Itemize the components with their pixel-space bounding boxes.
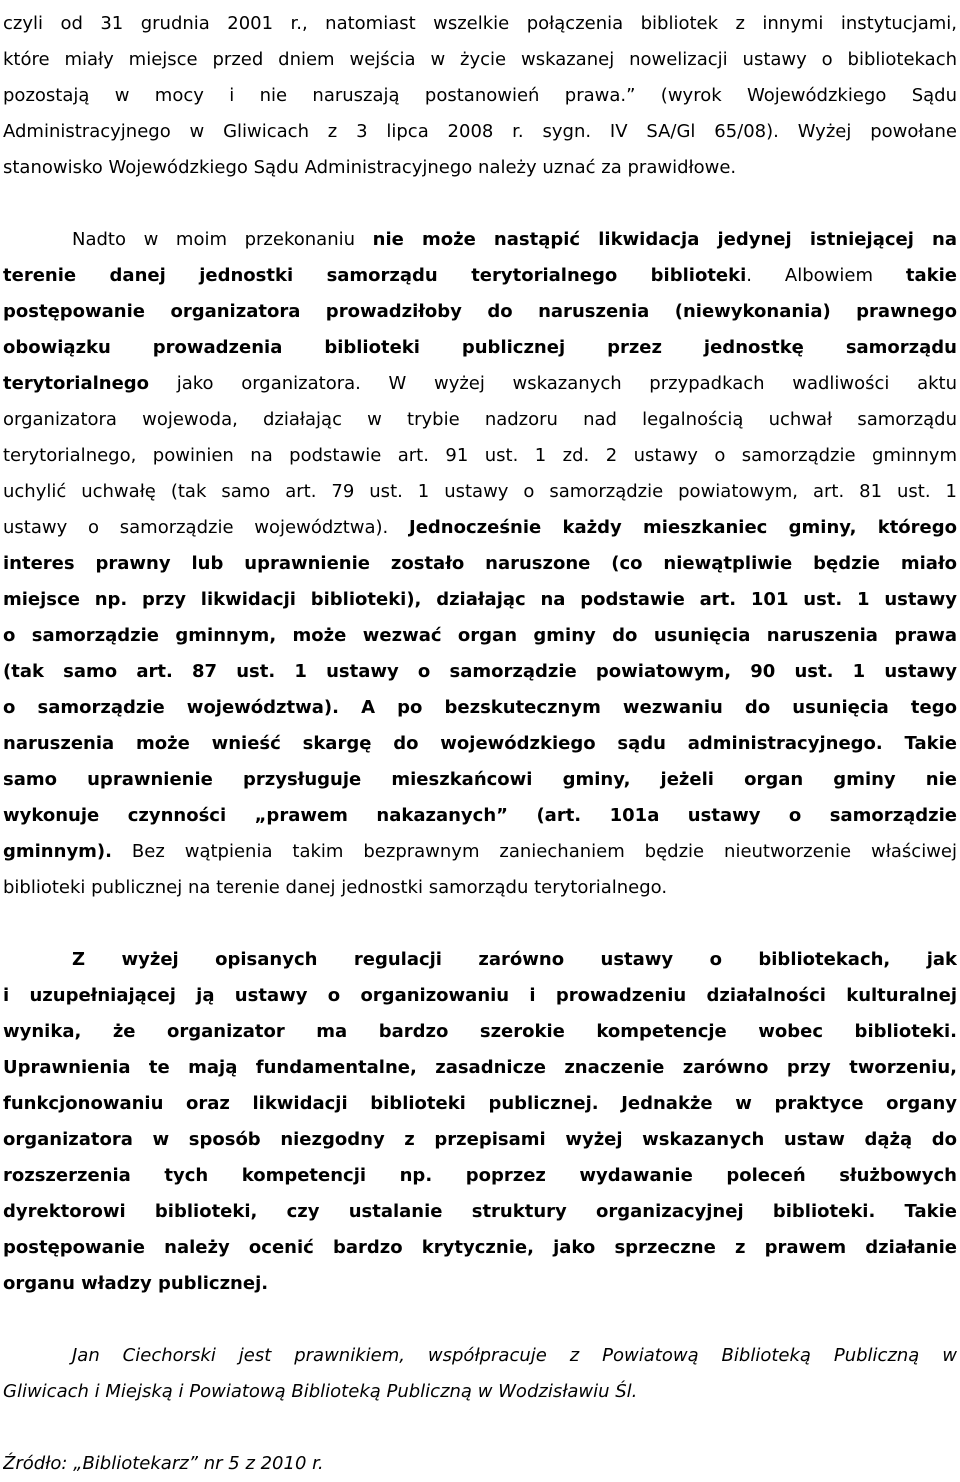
text-run: o samorządzie województwa). A po bezskutecznym wezwaniu do usunięcia tego bbox=[3, 697, 957, 718]
text-line bbox=[3, 582, 957, 618]
text-run: organizatora w sposób niezgodny z przepisami wyżej wskazanych ustaw dążą do bbox=[3, 1129, 957, 1150]
text-line bbox=[3, 294, 957, 330]
text-run: ustawy o samorządzie województwa). bbox=[3, 517, 410, 538]
text-run: i uzupełniającej ją ustawy o organizowaniu i prowadzeniu działalności kulturalnej bbox=[3, 985, 957, 1006]
text-run: nie może nastąpić likwidacja jedynej istniejącej na bbox=[372, 229, 957, 250]
text-run: gminnym). bbox=[3, 841, 112, 862]
text-line bbox=[3, 618, 957, 654]
text-run: Nadto w moim przekonaniu bbox=[72, 229, 373, 250]
text-run: organizatora wojewoda, działając w trybie nadzoru nad legalnością uchwał samorządu bbox=[3, 409, 957, 430]
text-line bbox=[3, 114, 957, 150]
text-run: postępowanie organizatora prowadziłoby do naruszenia (niewykonania) prawnego bbox=[3, 301, 957, 322]
text-line bbox=[3, 726, 957, 762]
text-run: dyrektorowi biblioteki, czy ustalanie struktury organizacyjnej biblioteki. Takie bbox=[3, 1201, 957, 1222]
text-line bbox=[3, 330, 957, 366]
text-line bbox=[3, 1158, 957, 1194]
text-run: obowiązku prowadzenia biblioteki publicznej przez jednostkę samorządu bbox=[3, 337, 957, 358]
paragraph-gap bbox=[3, 1302, 957, 1338]
text-line bbox=[3, 1014, 957, 1050]
text-line bbox=[3, 366, 957, 402]
text-line bbox=[3, 150, 957, 186]
text-run: wykonuje czynności „prawem nakazanych” (art. 101a ustawy o samorządzie bbox=[3, 805, 957, 826]
text-line bbox=[3, 402, 957, 438]
text-run: biblioteki publicznej na terenie danej jednostki samorządu terytorialnego. bbox=[3, 877, 668, 898]
text-run: funkcjonowaniu oraz likwidacji biblioteki publicznej. Jednakże w praktyce organy bbox=[3, 1093, 957, 1114]
document-page bbox=[3, 0, 957, 1482]
paragraph-gap bbox=[3, 906, 957, 942]
text-line bbox=[3, 510, 957, 546]
text-run: terytorialnego bbox=[3, 373, 150, 394]
text-run: wynika, że organizator ma bardzo szerokie kompetencje wobec biblioteki. bbox=[3, 1021, 957, 1042]
text-run: czyli od 31 grudnia 2001 r., natomiast wszelkie połączenia bibliotek z innymi instytucjami, bbox=[3, 13, 957, 34]
text-run: . Albowiem bbox=[746, 265, 906, 286]
text-run: Gliwicach i Miejską i Powiatową Biblioteką Publiczną w Wodzisławiu Śl. bbox=[3, 1381, 638, 1402]
text-line bbox=[3, 1266, 957, 1302]
text-run: takie bbox=[905, 265, 957, 286]
text-run: (tak samo art. 87 ust. 1 ustawy o samorządzie powiatowym, 90 ust. 1 ustawy bbox=[3, 661, 957, 682]
text-run: stanowisko Wojewódzkiego Sądu Administracyjnego należy uznać za prawidłowe. bbox=[3, 157, 737, 178]
text-run: interes prawny lub uprawnienie zostało naruszone (co niewątpliwie będzie miało bbox=[3, 553, 957, 574]
text-run: samo uprawnienie przysługuje mieszkańcowi gminy, jeżeli organ gminy nie bbox=[3, 769, 957, 790]
text-run: Bez wątpienia takim bezprawnym zaniechaniem będzie nieutworzenie właściwej bbox=[112, 841, 957, 862]
text-line bbox=[3, 690, 957, 726]
text-line bbox=[3, 834, 957, 870]
text-line bbox=[3, 6, 957, 42]
text-run: terenie danej jednostki samorządu terytorialnego biblioteki bbox=[3, 265, 747, 286]
text-run: Źródło: „Bibliotekarz” nr 5 z 2010 r. bbox=[3, 1453, 324, 1474]
text-line bbox=[3, 1122, 957, 1158]
text-line bbox=[3, 258, 957, 294]
text-line bbox=[3, 942, 957, 978]
text-run: naruszenia może wnieść skargę do wojewódzkiego sądu administracyjnego. Takie bbox=[3, 733, 957, 754]
text-line bbox=[3, 474, 957, 510]
text-run: terytorialnego, powinien na podstawie art. 91 ust. 1 zd. 2 ustawy o samorządzie gminnym bbox=[3, 445, 957, 466]
text-line bbox=[3, 1050, 957, 1086]
text-line bbox=[3, 654, 957, 690]
paragraph-gap bbox=[3, 1410, 957, 1446]
text-line bbox=[3, 762, 957, 798]
text-run: Z wyżej opisanych regulacji zarówno ustawy o bibliotekach, jak bbox=[72, 949, 957, 970]
text-run: Administracyjnego w Gliwicach z 3 lipca 2008 r. sygn. IV SA/Gl 65/08). Wyżej powołane bbox=[3, 121, 957, 142]
text-line bbox=[3, 1446, 957, 1482]
text-run: o samorządzie gminnym, może wezwać organ gminy do usunięcia naruszenia prawa bbox=[3, 625, 957, 646]
text-run: postępowanie należy ocenić bardzo krytycznie, jako sprzeczne z prawem działanie bbox=[3, 1237, 957, 1258]
text-line bbox=[3, 1230, 957, 1266]
text-run: Jan Ciechorski jest prawnikiem, współpracuje z Powiatową Biblioteką Publiczną w bbox=[72, 1345, 957, 1366]
author-note bbox=[3, 1338, 957, 1410]
text-run: Uprawnienia te mają fundamentalne, zasadnicze znaczenie zarówno przy tworzeniu, bbox=[3, 1057, 957, 1078]
text-line bbox=[3, 978, 957, 1014]
text-run: uchylić uchwałę (tak samo art. 79 ust. 1 ustawy o samorządzie powiatowym, art. 81 ust. 1 bbox=[3, 481, 957, 502]
paragraph-gap bbox=[3, 186, 957, 222]
text-run: pozostają w mocy i nie naruszają postanowień prawa.” (wyrok Wojewódzkiego Sądu bbox=[3, 85, 957, 106]
text-run: miejsce np. przy likwidacji biblioteki), działając na podstawie art. 101 ust. 1 ustawy bbox=[3, 589, 957, 610]
text-line bbox=[3, 438, 957, 474]
text-run: które miały miejsce przed dniem wejścia w życie wskazanej nowelizacji ustawy o bibliotekach bbox=[3, 49, 957, 70]
text-line bbox=[3, 42, 957, 78]
text-line bbox=[3, 78, 957, 114]
text-line bbox=[3, 870, 957, 906]
text-line bbox=[3, 546, 957, 582]
text-line bbox=[3, 1374, 957, 1410]
text-run: organu władzy publicznej. bbox=[3, 1273, 269, 1294]
text-line bbox=[3, 1086, 957, 1122]
text-run: jako organizatora. W wyżej wskazanych przypadkach wadliwości aktu bbox=[149, 373, 957, 394]
text-line bbox=[3, 1338, 957, 1374]
paragraph-court-ruling bbox=[3, 6, 957, 186]
text-line bbox=[3, 798, 957, 834]
paragraph-library-liquidation bbox=[3, 222, 957, 906]
text-run: Jednocześnie każdy mieszkaniec gminy, którego bbox=[409, 517, 957, 538]
paragraph-organizer-competences bbox=[3, 942, 957, 1302]
text-line bbox=[3, 222, 957, 258]
text-line bbox=[3, 1194, 957, 1230]
source-citation bbox=[3, 1446, 957, 1482]
text-run: rozszerzenia tych kompetencji np. poprzez wydawanie poleceń służbowych bbox=[3, 1165, 957, 1186]
